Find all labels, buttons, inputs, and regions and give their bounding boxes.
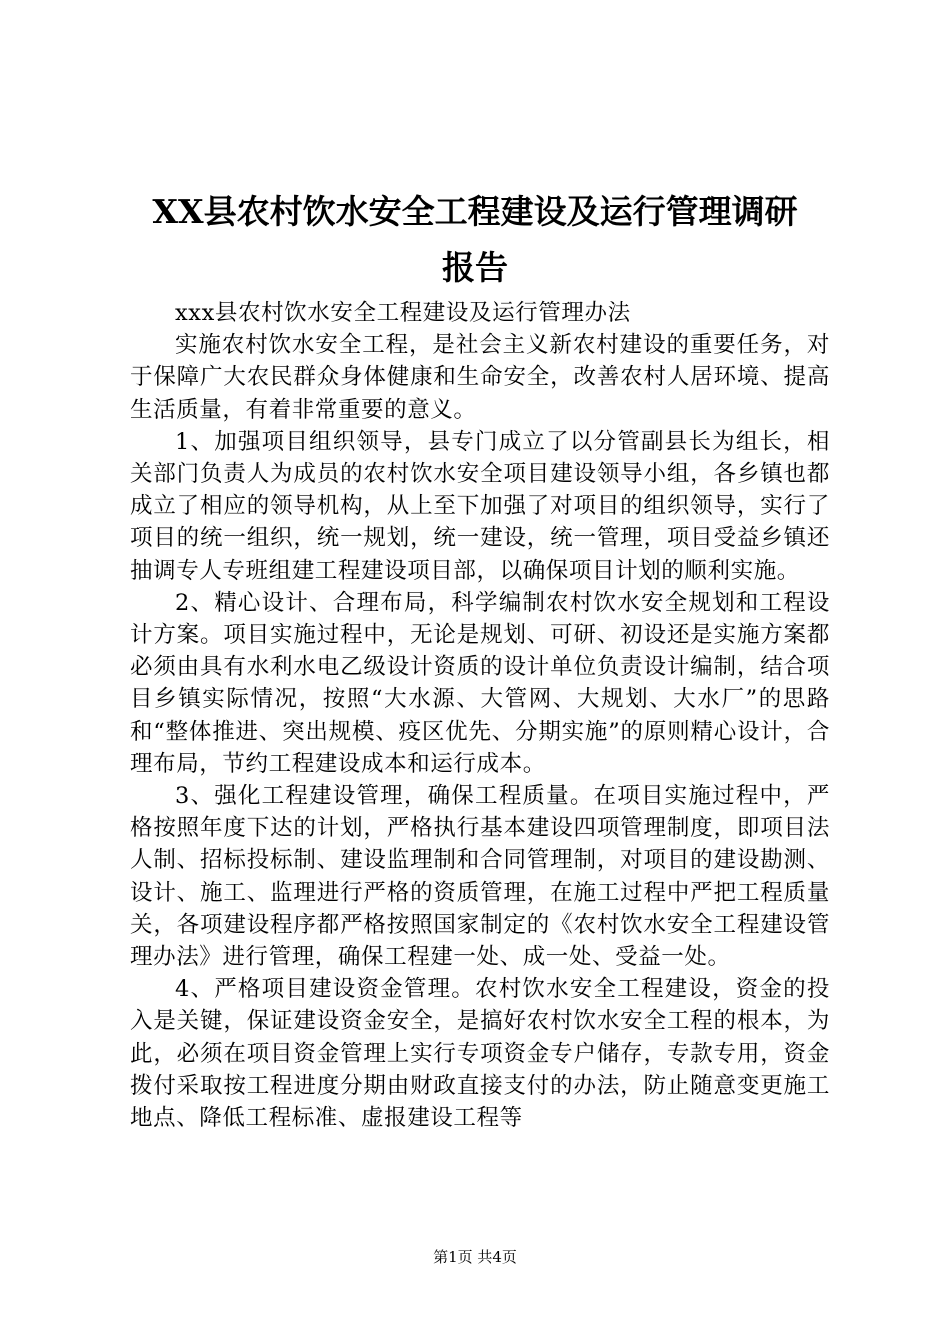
document-title-line-1: XX县农村饮水安全工程建设及运行管理调研 [152, 192, 798, 231]
document-body [130, 297, 830, 1134]
paragraph-intro: 实施农村饮水安全工程，是社会主义新农村建设的重要任务，对于保障广大农民群众身体健康和生命安全，改善农村人居环境、提高生活质量，有着非常重要的意义。 [130, 332, 830, 423]
paragraph-item-3: 3、强化工程建设管理，确保工程质量。在项目实施过程中，严格按照年度下达的计划，严格执行基本建设四项管理制度，即项目法人制、招标投标制、建设监理制和合同管理制，对项目的建设勘测、设计、施工、监理进行严格的资质管理，在施工过程中严把工程质量关，各项建设程序都严格按照国家制定的《农村饮水安全工程建设管理办法》进行管理，确保工程建一处、成一处、受益一处。 [130, 783, 830, 971]
paragraph-subtitle: xxx县农村饮水安全工程建设及运行管理办法 [175, 300, 631, 326]
paragraph-item-1: 1、加强项目组织领导，县专门成立了以分管副县长为组长，相关部门负责人为成员的农村饮水安全项目建设领导小组，各乡镇也都成立了相应的领导机构，从上至下加强了对项目的组织领导，实行了项目的统一组织，统一规划，统一建设，统一管理，项目受益乡镇还抽调专人专班组建工程建设项目部，以确保项目计划的顺利实施。 [130, 428, 830, 584]
paragraph-item-2: 2、精心设计、合理布局，科学编制农村饮水安全规划和工程设计方案。项目实施过程中，无论是规划、可研、初设还是实施方案都必须由具有水利水电乙级设计资质的设计单位负责设计编制，结合项目乡镇实际情况，按照“大水源、大管网、大规划、大水厂”的思路和“整体推进、突出规模、疫区优先、分期实施”的原则精心设计，合理布局，节约工程建设成本和运行成本。 [130, 589, 830, 777]
paragraph-item-4: 4、严格项目建设资金管理。农村饮水安全工程建设，资金的投入是关键，保证建设资金安全，是搞好农村饮水安全工程的根本，为此，必须在项目资金管理上实行专项资金专户储存，专款专用，资金拨付采取按工程进度分期由财政直接支付的办法，防止随意变更施工地点、降低工程标准、虚报建设工程等 [130, 976, 830, 1132]
document-title-line-2: 报告 [442, 248, 508, 287]
page-number-footer: 第1页 共4页 [433, 1248, 517, 1266]
